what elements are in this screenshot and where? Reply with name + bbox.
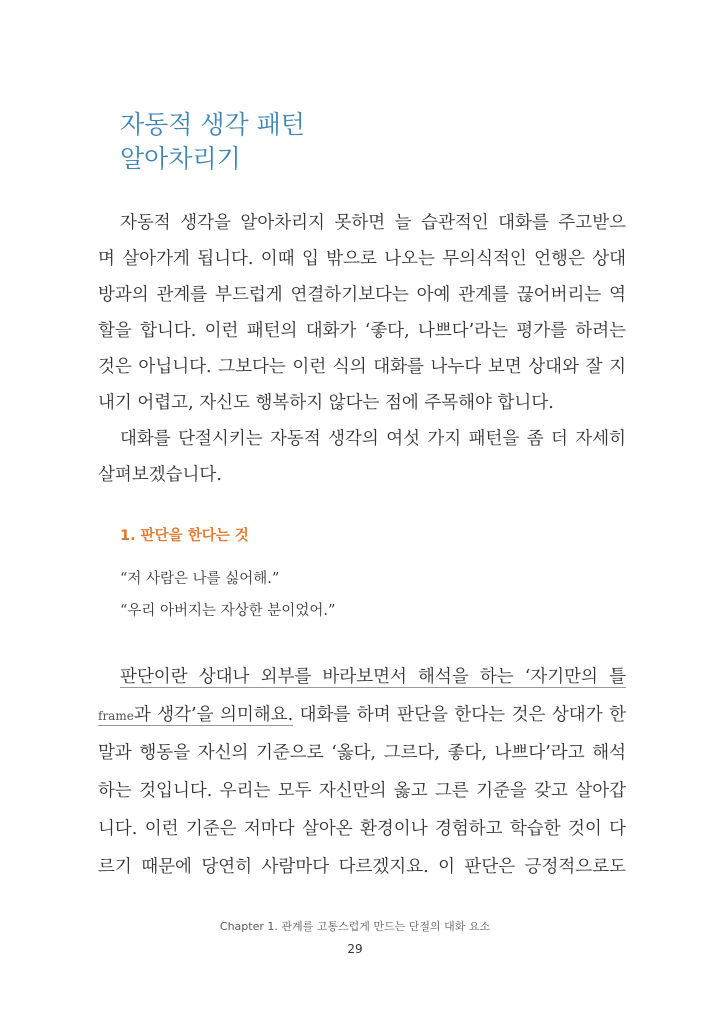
- underlined-text: [98, 705, 293, 726]
- text-line: 방과의 관계를 부드럽게 연결하기보다는 아예 관계를 끊어버리는 역: [98, 285, 626, 305]
- running-footer: Chapter 1. 관계를 고통스럽게 만드는 단절의 대화 요소: [219, 920, 491, 933]
- paragraph-2: [98, 421, 626, 493]
- section-heading: 1. 판단을 한다는 것: [120, 528, 249, 544]
- page-title: [120, 108, 305, 176]
- page-title-line-1: 자동적 생각 패턴: [120, 110, 305, 139]
- page-number: 29: [347, 942, 363, 956]
- underlined-phrase: 과 생각’을 의미해요.: [133, 705, 294, 725]
- text-line: 자동적 생각을 알아차리지 못하면 늘 습관적인 대화를 주고받으: [120, 213, 626, 233]
- text-line: 니다. 이런 기준은 저마다 살아온 환경이나 경험하고 학습한 것이 다: [98, 819, 626, 839]
- paragraph-3: [98, 658, 626, 886]
- text-line: 것은 아닙니다. 그보다는 이런 식의 대화를 나누다 보면 상대와 잘 지: [98, 357, 626, 377]
- text-line-underlined: [98, 658, 626, 696]
- text-line: 르기 때문에 당연히 사람마다 다르겠지요. 이 판단은 긍정적으로도: [98, 857, 626, 877]
- text-line: 내기 어렵고, 자신도 행복하지 않다는 점에 주목해야 합니다.: [98, 393, 554, 413]
- page-title-line-2: 알아차리기: [120, 144, 241, 173]
- underlined-text: 판단이란 상대나 외부를 바라보면서 해석을 하는 ‘자기만의 틀: [120, 667, 626, 687]
- quote-1: “저 사람은 나를 싫어해.”: [120, 571, 280, 587]
- text-line: [98, 696, 626, 734]
- text-line: 대화를 단절시키는 자동적 생각의 여섯 가지 패턴을 좀 더 자세히: [120, 429, 626, 449]
- text-line: 며 살아가게 됩니다. 이때 입 밖으로 나오는 무의식적인 언행은 상대: [98, 249, 626, 269]
- line-rest: 대화를 하며 판단을 한다는 것은 상대가 한: [293, 705, 626, 725]
- frame-word: frame: [98, 709, 134, 723]
- quote-2: “우리 아버지는 자상한 분이었어.”: [120, 603, 336, 619]
- text-line: 하는 것입니다. 우리는 모두 자신만의 옳고 그른 기준을 갖고 살아갑: [98, 781, 626, 801]
- text-line: 살펴보겠습니다.: [98, 465, 222, 485]
- example-quotes: [120, 563, 335, 627]
- text-line: 말과 행동을 자신의 기준으로 ‘옳다, 그르다, 좋다, 나쁘다’라고 해석: [98, 743, 626, 763]
- paragraph-1: [98, 205, 626, 421]
- text-line: 할을 합니다. 이런 패턴의 대화가 ‘좋다, 나쁘다’라는 평가를 하려는: [98, 321, 626, 341]
